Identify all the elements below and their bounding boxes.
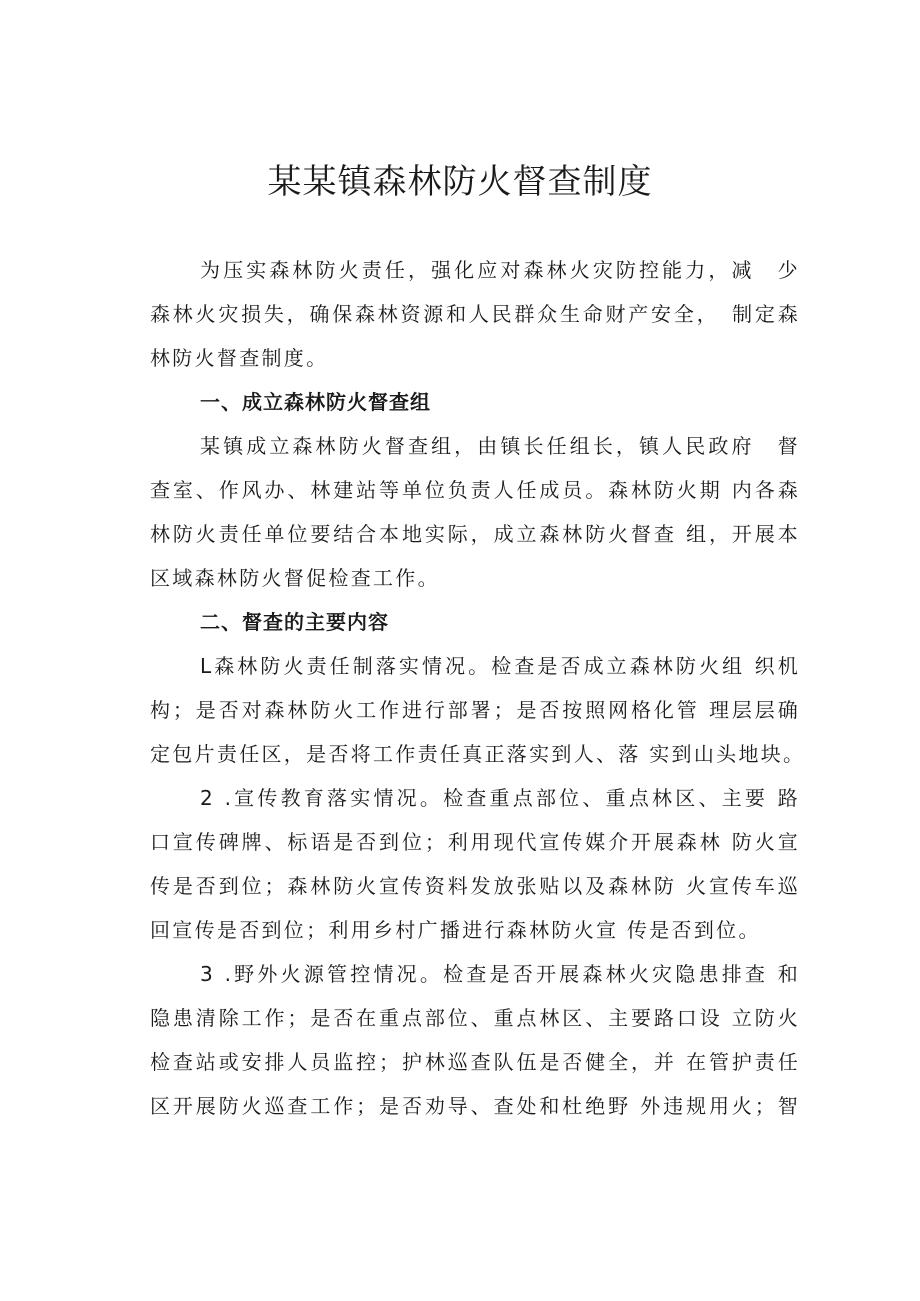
section-heading-2: 二、督查的主要内容	[200, 610, 389, 634]
text-line: 3 .野外火源管控情况。检查是否开展森林火灾隐患排查 和	[200, 962, 800, 986]
text-line: 回宣传是否到位；利用乡村广播进行森林防火宣 传是否到位。	[150, 918, 761, 942]
text-line: 传是否到位；森林防火宣传资料发放张贴以及森林防 火宣传车巡	[150, 874, 800, 898]
text-line: 隐患清除工作；是否在重点部位、重点林区、主要路口设 立防火	[150, 1006, 800, 1030]
intro-paragraph	[150, 248, 800, 380]
text-line: 区域森林防火督促检查工作。	[150, 566, 440, 590]
text-line: 森林火灾损失，确保森林资源和人民群众生命财产安全， 制定森	[150, 302, 800, 326]
document-title: 某某镇森林防火督查制度	[267, 162, 653, 202]
section-heading-1: 一、成立森林防火督查组	[200, 390, 431, 414]
item2-paragraph	[150, 776, 800, 952]
text-line: 林防火责任单位要结合本地实际，成立森林防火督查 组，开展本	[150, 522, 800, 546]
text-line: 定包片责任区，是否将工作责任真正落实到人、落 实到山头地块。	[150, 742, 806, 766]
document-body	[150, 248, 806, 1128]
text-line: 检查站或安排人员监控；护林巡查队伍是否健全，并 在管护责任	[150, 1050, 800, 1074]
text-line: 为压实森林防火责任，强化应对森林火灾防控能力，减 少	[200, 258, 800, 282]
text-line: 2 .宣传教育落实情况。检查重点部位、重点林区、主要 路	[200, 786, 800, 810]
text-line: 区开展防火巡查工作；是否劝导、查处和杜绝野 外违规用火；智	[150, 1094, 800, 1118]
text-line: 口宣传碑牌、标语是否到位；利用现代宣传媒介开展森林 防火宣	[150, 830, 800, 854]
text-line: 构；是否对森林防火工作进行部署；是否按照网格化管 理层层确	[150, 698, 800, 722]
item3-paragraph	[150, 952, 800, 1128]
text-line: 某镇成立森林防火督查组，由镇长任组长，镇人民政府 督	[200, 434, 800, 458]
text-line: 查室、作风办、林建站等单位负责人任成员。森林防火期 内各森	[150, 478, 800, 502]
item1-paragraph	[150, 644, 806, 776]
text-line: L森林防火责任制落实情况。检查是否成立森林防火组 织机	[200, 654, 800, 678]
text-line: 林防火督查制度。	[150, 346, 329, 370]
section1-paragraph	[150, 424, 800, 600]
